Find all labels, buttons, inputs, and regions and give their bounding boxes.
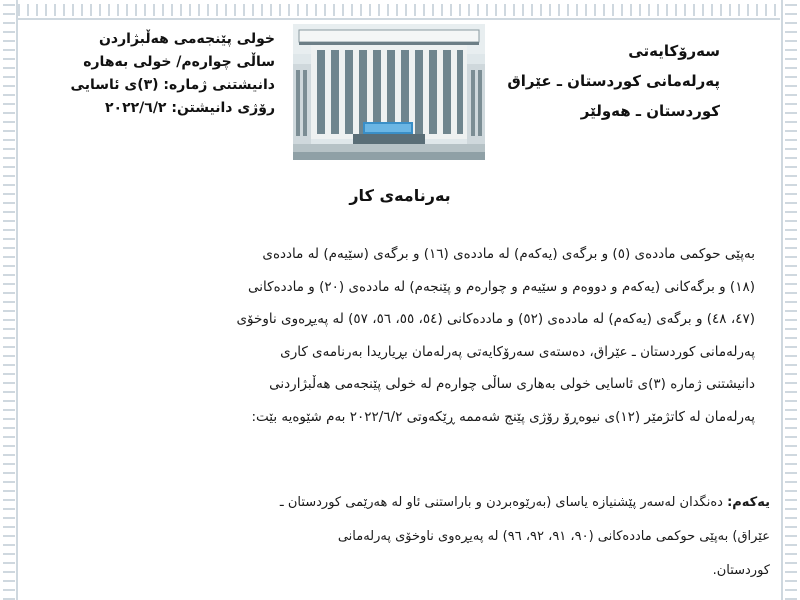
- agenda-item-line: عێراق) بەپێی حوکمی ماددەکانی (٩٠، ٩١، ٩٢، ٩٦) لە پەیڕەوی ناوخۆی پەرلەمانی: [337, 529, 770, 544]
- preamble-line: (١٨) و برگەکانی (یەکەم و دووەم و سێیەم و چوارەم و پێنجەم) لە ماددەی (٢٠) و ماددەکانی: [248, 278, 755, 295]
- parliament-name: پەرلەمانی کوردستان ـ عێراق: [507, 72, 720, 90]
- preamble-line: (٤٧، ٤٨) و برگەی (یەکەم) لە ماددەی (٥٢) و ماددەکانی (٥٤، ٥٥، ٥٦، ٥٧) لە پەیڕەوی ناوخۆی: [236, 311, 755, 327]
- document-title: بەرنامەی کار: [349, 186, 451, 205]
- legislative-year: ساڵی چوارەم/ خولی بەهارە: [83, 54, 275, 70]
- agenda-item-line: [75, 486, 770, 520]
- preamble-line: پەرلەمانی کوردستان ـ عێراق، دەستەی سەرۆکایەتی پەرلەمان بڕیاریدا بەرنامەی کاری: [280, 343, 755, 360]
- agenda-item-line: کوردستان.: [712, 563, 770, 578]
- session-info: [60, 28, 275, 120]
- agenda-item-label: یەکەم:: [727, 495, 770, 510]
- parliament-building-logo: [293, 24, 485, 160]
- agenda-item-text: دەنگدان لەسەر پێشنیازە یاسای (بەرێوەبردن و باراستنی ئاو لە هەرێمی کوردستان ـ: [279, 495, 723, 510]
- session-date: رۆژی دانیشتن: ٢٠٢٢/٦/٢: [104, 100, 275, 116]
- letterhead-right: [470, 36, 720, 126]
- decorative-border-top: [0, 0, 800, 22]
- preamble-line: پەرلەمان لە کاتژمێر (١٢)ی نیوەڕۆ رۆژی پێنج شەممە ڕێکەوتی ٢٠٢٢/٦/٢ بەم شێوەیە بێت:: [251, 408, 755, 425]
- preamble-line: بەپێی حوکمی ماددەی (٥) و برگەی (یەکەم) لە ماددەی (١٦) و برگەی (سێیەم) لە ماددەی: [262, 246, 755, 262]
- session-number: دانیشتنی ژمارە: (٣)ی ئاسایی: [70, 77, 275, 93]
- presidency-label: سەرۆکایەتی: [628, 42, 720, 60]
- electoral-term: خولی پێنجەمی هەڵبژاردن: [98, 31, 275, 47]
- decorative-border-left: [0, 0, 18, 600]
- preamble-line: دانیشتنی ژمارە (٣)ی ئاسایی خولی بەهاری ساڵی چوارەم لە خولی پێنجەمی هەڵبژاردنی: [269, 376, 755, 392]
- agenda-preamble: [75, 238, 755, 433]
- agenda-item-1: [75, 486, 770, 588]
- location-label: کوردستان ـ هەولێر: [580, 102, 720, 120]
- decorative-border-right: [780, 0, 800, 600]
